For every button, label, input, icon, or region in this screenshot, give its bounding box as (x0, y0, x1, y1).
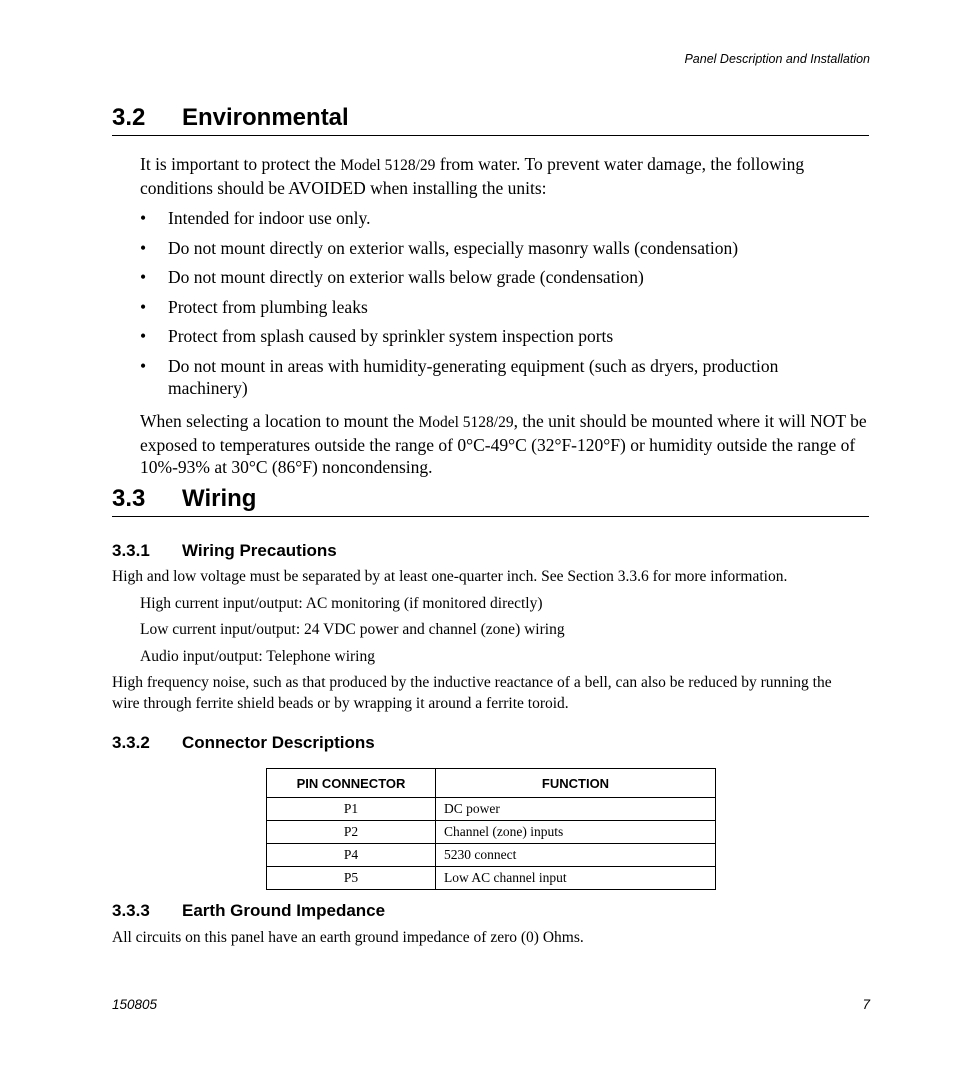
pin-cell: P4 (267, 844, 436, 867)
pin-cell: P2 (267, 821, 436, 844)
function-cell: Channel (zone) inputs (436, 821, 716, 844)
connector-table (266, 768, 716, 890)
model-name: Model 5128/29 (418, 414, 514, 431)
section-title: Wiring (182, 485, 257, 512)
list-item-text: Protect from plumbing leaks (168, 296, 368, 317)
wiring-line: Audio input/output: Telephone wiring (140, 648, 375, 665)
footer-page-number: 7 (862, 997, 870, 1012)
earth-ground-text: All circuits on this panel have an earth ground impedance of zero (0) Ohms. (112, 929, 584, 946)
section-heading-wiring (112, 484, 869, 517)
list-item-text: Do not mount in areas with humidity-generating equipment (such as dryers, production machinery) (168, 355, 779, 398)
environmental-bullet-list (140, 207, 870, 406)
table-row (267, 798, 716, 821)
subsection-title: Earth Ground Impedance (182, 901, 386, 920)
model-name: Model 5128/29 (340, 157, 436, 174)
column-header-pin-connector: PIN CONNECTOR (267, 769, 436, 798)
pin-cell: P1 (267, 798, 436, 821)
intro-text-cont: from water. To prevent water damage, the following conditions should be AVOIDED when installing the units: (140, 154, 805, 198)
wiring-precautions-text: High and low voltage must be separated by at least one-quarter inch. See Section 3.3.6 for more information. (112, 568, 788, 585)
section-number: 3.2 (112, 104, 146, 131)
subsection-heading-earth-ground (112, 901, 385, 921)
closing-text: When selecting a location to mount the (140, 411, 419, 431)
environmental-closing (140, 410, 870, 478)
list-item: • Protect from plumbing leaks (140, 296, 368, 317)
running-header: Panel Description and Installation (684, 52, 870, 66)
table-row (267, 867, 716, 890)
function-cell: 5230 connect (436, 844, 716, 867)
subsection-number: 3.3.1 (112, 541, 150, 560)
wiring-line: High current input/output: AC monitoring (if monitored directly) (140, 595, 543, 612)
closing-text-cont: , the unit should be mounted where it will NOT be exposed to temperatures outside the range of 0°C-49°C (32°F-120°F) or humidity outside the range of 10%-93% at 30°C (86°F) noncondensing. (140, 411, 867, 477)
list-item-text: Do not mount directly on exterior walls below grade (condensation) (168, 267, 644, 287)
section-heading-environmental (112, 103, 869, 136)
function-cell: Low AC channel input (436, 867, 716, 890)
table-header-row (267, 769, 716, 798)
table-row (267, 844, 716, 867)
list-item: • Do not mount directly on exterior walls below grade (condensation) (140, 267, 644, 287)
subsection-heading-connector-descriptions (112, 733, 375, 753)
intro-text: It is important to protect the (140, 154, 341, 174)
list-item-text: Protect from splash caused by sprinkler system inspection ports (168, 326, 614, 346)
list-item-text: Intended for indoor use only. (168, 208, 371, 228)
subsection-title: Wiring Precautions (182, 541, 337, 560)
column-header-function: FUNCTION (436, 769, 716, 798)
list-item-text: Do not mount directly on exterior walls, especially masonry walls (condensation) (168, 237, 739, 258)
subsection-title: Connector Descriptions (182, 733, 375, 752)
subsection-heading-wiring-precautions (112, 541, 337, 561)
table-row (267, 821, 716, 844)
pin-cell: P5 (267, 867, 436, 890)
list-item: • Do not mount in areas with humidity-generating equipment (such as dryers, production machinery) (140, 355, 779, 398)
section-title: Environmental (182, 104, 349, 131)
subsection-number: 3.3.3 (112, 901, 150, 920)
list-item: • Protect from splash caused by sprinkler system inspection ports (140, 326, 614, 346)
wiring-line: Low current input/output: 24 VDC power and channel (zone) wiring (140, 621, 565, 638)
environmental-intro (140, 153, 870, 199)
subsection-number: 3.3.2 (112, 733, 150, 752)
section-number: 3.3 (112, 485, 146, 512)
list-item: • Do not mount directly on exterior walls, especially masonry walls (condensation) (140, 237, 739, 258)
list-item: • Intended for indoor use only. (140, 208, 371, 228)
footer-doc-number: 150805 (112, 997, 158, 1012)
noise-reduction-text: High frequency noise, such as that produced by the inductive reactance of a bell, can also be reduced by running the wire through ferrite shield beads or by wrapping it around a ferrite toroid. (112, 674, 832, 712)
function-cell: DC power (436, 798, 716, 821)
